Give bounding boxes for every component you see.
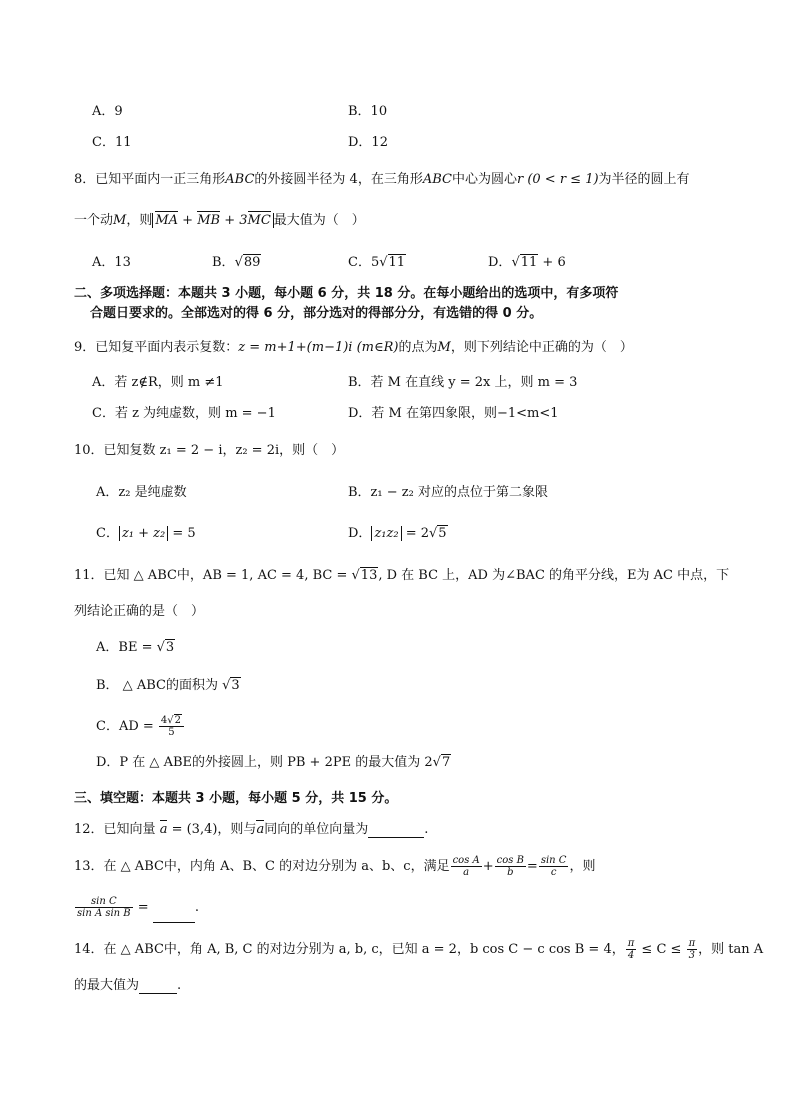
q12-stem: 12．已知向量 a = (3,4)，则与a同向的单位向量为 . (74, 822, 429, 837)
answer-blank[interactable] (153, 908, 195, 923)
q11-option-a: A．BE = √3 (96, 640, 175, 655)
q8-stem-line1: 8．已知平面内一正三角形ABC的外接圆半径为 4，在三角形ABC中心为圆心r (0 < r ≤ 1)为半径的圆上有 (74, 172, 690, 187)
q14-stem-line2: 的最大值为 . (74, 978, 182, 993)
q7-option-b: B．10 (348, 104, 388, 119)
section3-heading: 三、填空题：本题共 3 小题，每小题 5 分，共 15 分。 (74, 791, 398, 806)
section2-heading-line1: 二、多项选择题：本题共 3 小题，每小题 6 分，共 18 分。在每小题给出的选项中，有多项符 (74, 286, 619, 301)
q10-option-a: A．z₂ 是纯虚数 (96, 485, 187, 500)
q11-stem-line2: 列结论正确的是（ ） (74, 604, 205, 619)
q9-stem: 9．已知复平面内表示复数：z = m+1+(m−1)i (m∈R)的点为M，则下列结论中正确的为（ ） (74, 340, 633, 355)
q11-option-c: C．AD = $\frac{4√2}{5}$ (96, 712, 185, 742)
q11-stem-line1: 11．已知 △ ABC中，AB = 1, AC = 4, BC = √13, D 在 BC 上，AD 为∠BAC 的角平分线，E为 AC 中点，下 (74, 568, 730, 583)
ad-fraction: $\frac{4√2}{5}$ (159, 715, 184, 738)
q9-option-a: A．若 z∉R，则 m ≠1 (92, 375, 224, 390)
q10-option-c: C． z₁ + z₂ = 5 (96, 526, 196, 541)
q8-option-d: D．√11 + 6 (488, 255, 566, 270)
q10-option-b: B．z₁ − z₂ 对应的点位于第二象限 (348, 485, 548, 500)
q7-option-a: A．9 (92, 104, 123, 119)
q10-option-d: D． z₁z₂ = 2√5 (348, 526, 447, 541)
q8-option-b: B．√89 (212, 255, 261, 270)
section2-heading-line2: 合题日要求的。全部选对的得 6 分，部分选对的得部分分，有选错的得 0 分。 (90, 306, 543, 321)
vector-sum-magnitude: MA + MB + 3MC (152, 213, 273, 228)
q11-option-d: D．P 在 △ ABE的外接圆上，则 PB + 2PE 的最大值为 2√7 (96, 755, 451, 770)
answer-blank[interactable] (368, 823, 424, 838)
q8-option-a: A．13 (92, 255, 131, 270)
answer-blank[interactable] (139, 979, 177, 994)
q8-stem-line2: 一个动M，则 MA + MB + 3MC 最大值为（ ） (74, 213, 365, 228)
q11-option-b: B． △ ABC的面积为 √3 (96, 678, 240, 693)
q14-stem-line1: 14．在 △ ABC中，角 A, B, C 的对边分别为 a, b, c，已知 a = 2，b cos C − c cos B = 4， $\frac{\pi}{4}$ ≤ C ≤ $\frac{\pi}{3}$ ，则 tan A (74, 938, 764, 961)
q9-option-d: D．若 M 在第四象限，则−1<m<1 (348, 406, 559, 421)
q7-option-c: C．11 (92, 135, 132, 150)
q9-option-c: C．若 z 为纯虚数，则 m = −1 (92, 406, 276, 421)
q7-option-d: D．12 (348, 135, 388, 150)
q13-stem-line1: 13．在 △ ABC中，内角 A、B、C 的对边分别为 a、b、c，满足 $\frac{\text{cos A}}{a}$ + $\frac{\text{cos B}}{b}$ = $\frac{\text{sin C}}{c}$ ，则 (74, 855, 596, 878)
q8-option-c: C．5√11 (348, 255, 406, 270)
q9-option-b: B．若 M 在直线 y = 2x 上，则 m = 3 (348, 375, 578, 390)
q10-stem: 10．已知复数 z₁ = 2 − i，z₂ = 2i，则（ ） (74, 443, 345, 458)
q13-stem-line2: $\frac{\text{sin C}}{\text{sin A sin B}}$ = . (74, 893, 199, 923)
